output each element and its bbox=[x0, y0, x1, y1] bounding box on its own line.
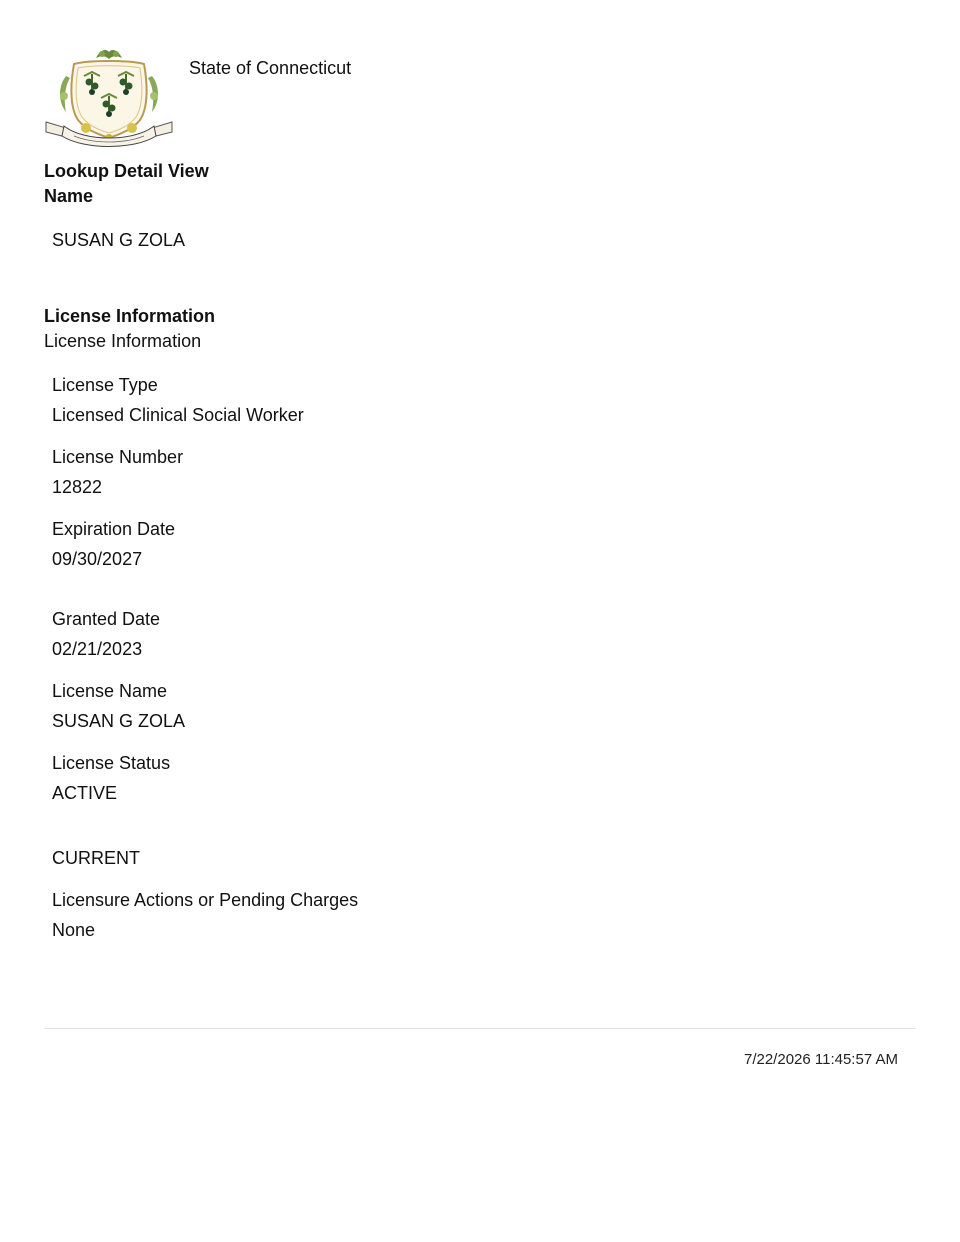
granted-date-value: 02/21/2023 bbox=[52, 639, 143, 659]
license-name-value: SUSAN G ZOLA bbox=[52, 711, 186, 731]
license-type-label: License Type bbox=[52, 375, 158, 395]
state-name: State of Connecticut bbox=[189, 58, 352, 78]
print-timestamp: 7/22/2026 11:45:57 AM bbox=[743, 1051, 898, 1068]
license-information-heading: License Information bbox=[44, 306, 216, 326]
person-name: SUSAN G ZOLA bbox=[52, 230, 186, 250]
license-status-label: License Status bbox=[52, 753, 171, 773]
current-status: CURRENT bbox=[52, 848, 140, 868]
expiration-date-value: 09/30/2027 bbox=[52, 549, 143, 569]
license-information-subheading: License Information bbox=[44, 331, 202, 351]
licensure-actions-value: None bbox=[52, 920, 96, 940]
footer-divider bbox=[44, 1028, 916, 1029]
license-status-value: ACTIVE bbox=[52, 783, 118, 803]
license-number-value: 12822 bbox=[52, 477, 103, 497]
granted-date-label: Granted Date bbox=[52, 609, 161, 629]
license-name-label: License Name bbox=[52, 681, 168, 701]
name-heading: Name bbox=[44, 186, 94, 206]
licensure-actions-label: Licensure Actions or Pending Charges bbox=[52, 890, 359, 910]
connecticut-state-seal-icon bbox=[44, 46, 174, 154]
license-number-label: License Number bbox=[52, 447, 184, 467]
expiration-date-label: Expiration Date bbox=[52, 519, 176, 539]
license-type-value: Licensed Clinical Social Worker bbox=[52, 405, 304, 425]
page-title: Lookup Detail View bbox=[44, 161, 209, 181]
